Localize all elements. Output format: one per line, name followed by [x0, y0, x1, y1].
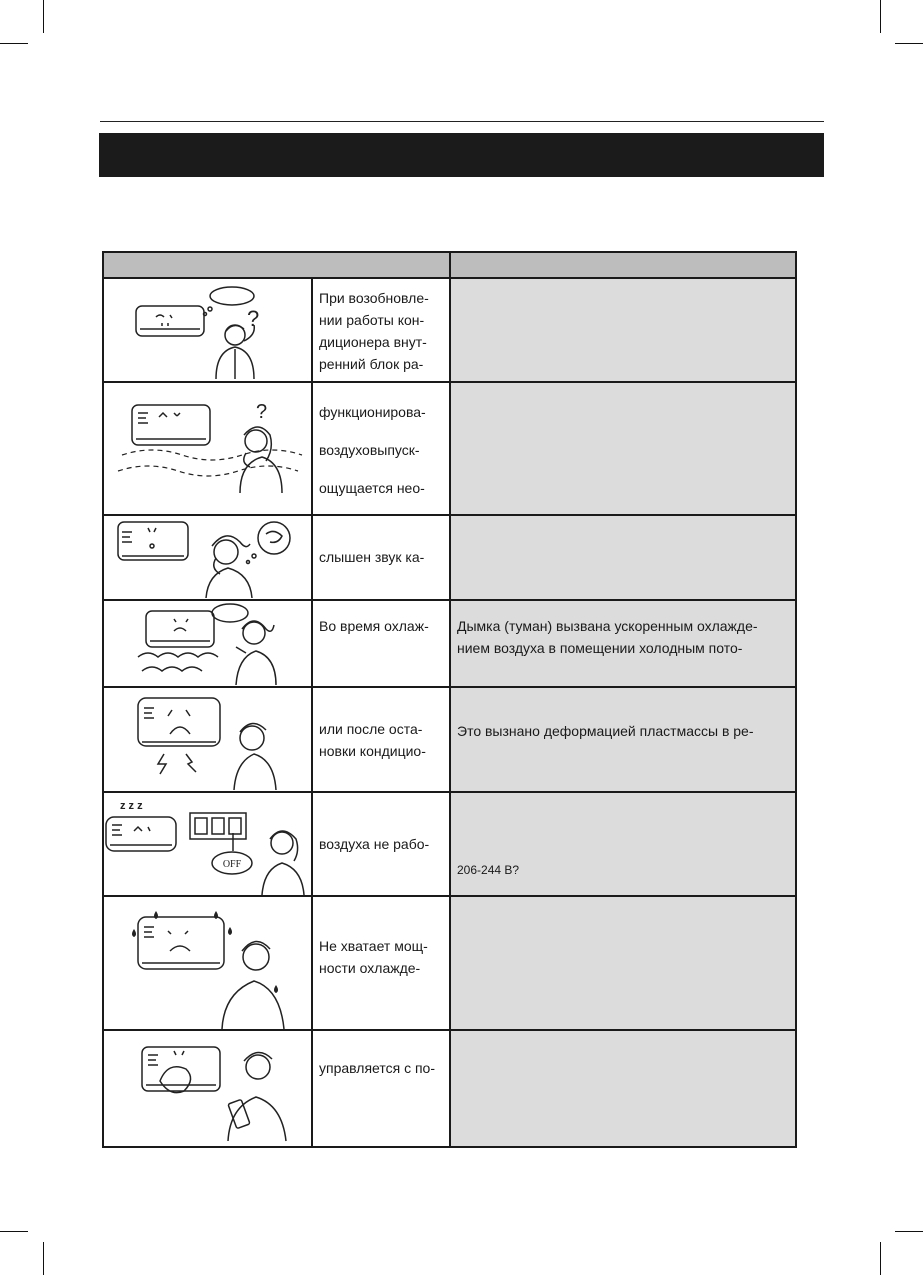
illustration-cell — [104, 1031, 311, 1146]
phenomenon-cell — [311, 383, 449, 514]
ac-unit-icon — [106, 817, 176, 851]
phenomenon-line: ности охлажде- — [319, 960, 421, 976]
wall-switch-icon — [190, 813, 252, 874]
phenomenon-line: нии работы кон- — [319, 312, 425, 328]
person-icon — [234, 723, 276, 790]
cause-cell — [449, 793, 795, 895]
lightning-icon — [158, 754, 196, 774]
crop-mark — [43, 1242, 44, 1275]
table-row — [104, 897, 795, 1031]
person-icon — [222, 941, 284, 1029]
crop-mark — [880, 0, 881, 33]
sweat-drop-icon — [132, 911, 278, 993]
section-banner — [99, 133, 824, 177]
crop-mark — [895, 43, 923, 44]
crop-mark — [880, 1242, 881, 1275]
crop-mark — [0, 1231, 28, 1232]
phenomenon-line: или после оста- — [319, 721, 423, 737]
illustration-cell — [104, 516, 311, 599]
cause-cell — [449, 688, 795, 791]
phenomenon-line: воздуховыпуск- — [319, 442, 420, 458]
phenomenon-cell — [311, 688, 449, 791]
phenomenon-line: функционирова- — [319, 404, 426, 420]
phenomenon-line: ощущается нео- — [319, 480, 425, 496]
phenomenon-line: управляется с по- — [319, 1060, 435, 1076]
phenomenon-line: диционера внут- — [319, 334, 427, 350]
ac-unit-icon — [138, 917, 224, 969]
table-row — [104, 516, 795, 601]
phenomenon-line: Не хватает мощ- — [319, 938, 428, 954]
table-row — [104, 383, 795, 516]
phenomenon-cell — [311, 279, 449, 381]
cause-cell — [449, 897, 795, 1029]
troubleshooting-table — [102, 251, 797, 1148]
ac-unit-icon — [132, 405, 210, 445]
illustration-cell — [104, 383, 311, 514]
cause-line: Это вызнано деформацией пластмассы в ре- — [457, 723, 754, 739]
illustration-cell — [104, 897, 311, 1029]
ac-unit-icon — [138, 611, 218, 671]
phenomenon-line: слышен звук ка- — [319, 549, 425, 565]
phenomenon-cell — [311, 516, 449, 599]
table-row — [104, 1031, 795, 1146]
phenomenon-line: Во время охлаж- — [319, 618, 429, 634]
cause-cell — [449, 1031, 795, 1146]
illustration-cell — [104, 793, 311, 895]
table-row — [104, 688, 795, 793]
phenomenon-line: ренний блок ра- — [319, 356, 424, 372]
cause-cell — [449, 383, 795, 514]
phenomenon-line: При возобновле- — [319, 290, 429, 306]
thought-bubble-icon — [212, 604, 248, 622]
air-wave-icon — [118, 450, 302, 476]
phenomenon-cell — [311, 897, 449, 1029]
illustration-cell — [104, 688, 311, 791]
thought-bubble-icon — [247, 522, 291, 564]
crop-mark — [0, 43, 28, 44]
phenomenon-line: новки кондицио- — [319, 743, 426, 759]
cause-cell — [449, 279, 795, 381]
header-rule — [100, 121, 824, 122]
table-header — [104, 253, 795, 279]
cause-cell — [449, 516, 795, 599]
phenomenon-cell — [311, 1031, 449, 1146]
question-mark-icon: ? — [247, 306, 260, 331]
illustration-cell — [104, 279, 311, 381]
person-icon — [236, 621, 276, 685]
ac-unit-icon — [142, 1047, 220, 1093]
crop-mark — [895, 1231, 923, 1232]
crop-mark — [43, 0, 44, 33]
cause-cell — [449, 601, 795, 686]
off-label: OFF — [222, 859, 242, 870]
cause-line: Дымка (туман) вызвана ускоренным охлажде- — [457, 618, 758, 634]
ac-unit-icon — [136, 306, 204, 336]
cause-line: нием воздуха в помещении холодным пото- — [457, 640, 743, 656]
ac-unit-icon — [138, 698, 220, 746]
phenomenon-line: воздуха не рабо- — [319, 836, 430, 852]
table-row — [104, 279, 795, 383]
sleep-icon: z z z — [120, 800, 143, 812]
person-icon — [240, 427, 282, 493]
table-row — [104, 601, 795, 688]
question-mark-icon: ? — [256, 401, 268, 423]
table-row — [104, 793, 795, 897]
person-icon — [262, 831, 304, 895]
illustration-cell — [104, 601, 311, 686]
ac-unit-icon — [118, 522, 188, 560]
person-icon — [216, 325, 254, 379]
phenomenon-cell — [311, 793, 449, 895]
person-icon — [206, 536, 252, 598]
phenomenon-cell — [311, 601, 449, 686]
cause-line: 206-244 В? — [457, 863, 520, 877]
